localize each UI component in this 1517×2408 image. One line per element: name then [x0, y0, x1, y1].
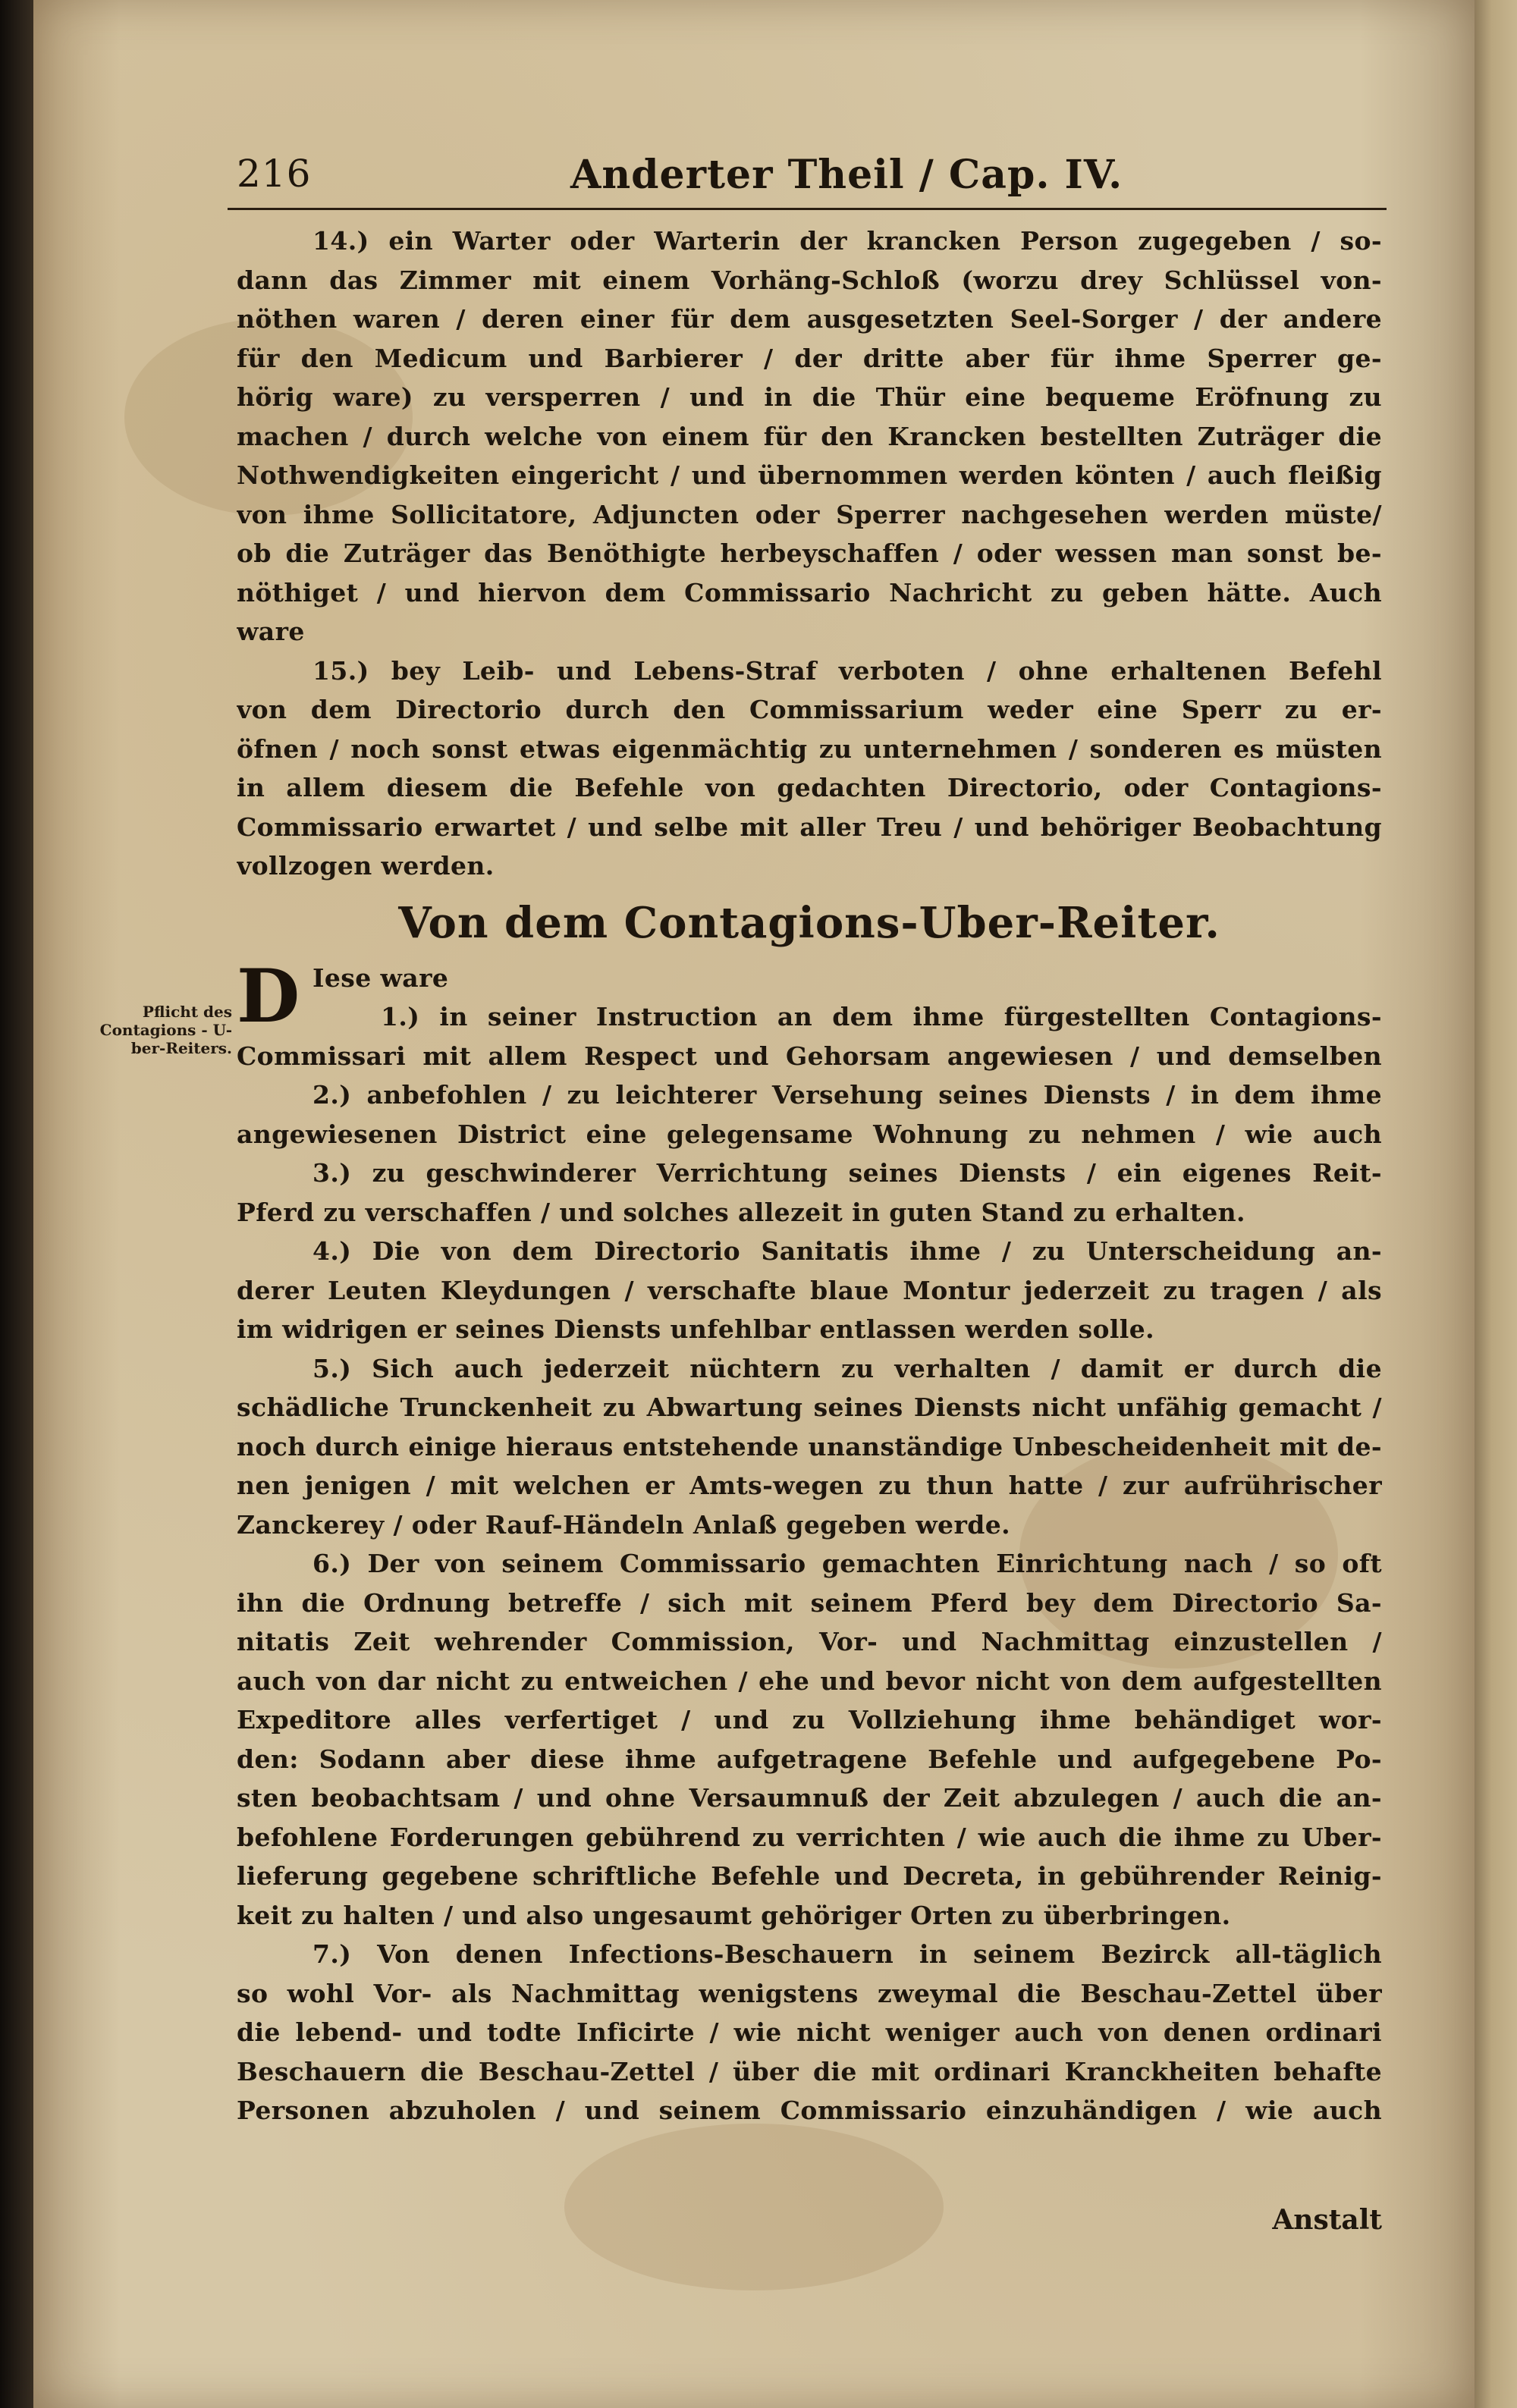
- text-line: 3.) zu geschwinderer Verrichtung seines Diensts / ein eigenes Reit-: [313, 1158, 1382, 1188]
- text-line: sten beobachtsam / und ohne Versaumnuß der Zeit abzulegen / auch die an-: [237, 1783, 1382, 1813]
- text-line: machen / durch welche von einem für den Krancken bestellten Zuträger die: [237, 421, 1382, 451]
- page-edge-right: [1475, 0, 1517, 2408]
- page-number: 216: [237, 152, 312, 196]
- text-line: nöthiget / und hiervon dem Commissario Nachricht zu geben hätte. Auch: [237, 577, 1382, 607]
- margin-note-line: Contagions - U-: [99, 1021, 232, 1039]
- text-line: Pferd zu verschaffen / und solches allezeit in guten Stand zu erhalten.: [237, 1197, 1245, 1227]
- margin-note: [73, 1003, 232, 1057]
- header-rule: [228, 208, 1387, 210]
- text-line: nitatis Zeit wehrender Commission, Vor- und Nachmittag einzustellen /: [237, 1627, 1382, 1656]
- text-line: 5.) Sich auch jederzeit nüchtern zu verhalten / damit er durch die: [313, 1353, 1382, 1383]
- text-line: 15.) bey Leib- und Lebens-Straf verboten / ohne erhaltenen Befehl: [313, 655, 1382, 686]
- text-line: 4.) Die von dem Directorio Sanitatis ihme / zu Unterscheidung an-: [313, 1236, 1382, 1266]
- text-line: Expeditore alles verfertiget / und zu Vollziehung ihme behändiget wor-: [237, 1705, 1382, 1735]
- margin-note-line: ber-Reiters.: [130, 1039, 232, 1057]
- text-line: den: Sodann aber diese ihme aufgetragene Befehle und aufgegebene Po-: [237, 1744, 1382, 1774]
- text-line: Iese ware: [313, 962, 449, 993]
- text-line: 7.) Von denen Infections-Beschauern in seinem Bezirck all-täglich: [313, 1939, 1382, 1969]
- text-line: noch durch einige hieraus entstehende unanständige Unbescheidenheit mit de-: [237, 1431, 1382, 1461]
- text-line: 1.) in seiner Instruction an dem ihme fürgestellten Contagions-: [381, 1002, 1382, 1031]
- text-line: befohlene Forderungen gebührend zu verrichten / wie auch die ihme zu Uber-: [237, 1822, 1382, 1852]
- text-line: dann das Zimmer mit einem Vorhäng-Schloß (worzu drey Schlüssel von-: [237, 265, 1382, 295]
- page-header: [237, 152, 1390, 200]
- text-line: Commissario erwartet / und selbe mit aller Treu / und behöriger Beobachtung: [237, 812, 1382, 842]
- text-line: Commissari mit allem Respect und Gehorsam angewiesen / und demselben: [237, 1041, 1382, 1071]
- drop-cap: D: [237, 953, 300, 1039]
- text-line: von dem Directorio durch den Commissarium weder eine Sperr zu er-: [237, 695, 1382, 724]
- text-line: ihn die Ordnung betreffe / sich mit seinem Pferd bey dem Directorio Sa-: [237, 1587, 1382, 1618]
- running-head: Anderter Theil / Cap. IV.: [570, 152, 1123, 198]
- text-line: vollzogen werden.: [237, 851, 495, 881]
- text-line: für den Medicum und Barbierer / der dritte aber für ihme Sperrer ge-: [237, 343, 1382, 373]
- text-line: die lebend- und todte Inficirte / wie nicht weniger auch von denen ordinari: [237, 2017, 1382, 2047]
- margin-note-line: Pflicht des: [142, 1003, 232, 1021]
- text-line: 14.) ein Warter oder Warterin der krancken Person zugegeben / so-: [313, 226, 1382, 256]
- paper-stain: [564, 2124, 944, 2290]
- text-line: 2.) anbefohlen / zu leichterer Versehung seines Diensts / in dem ihme: [313, 1080, 1382, 1110]
- text-line: Personen abzuholen / und seinem Commissario einzuhändigen / wie auch: [237, 2096, 1382, 2125]
- text-line: hörig ware) zu versperren / und in die Thür eine bequeme Eröfnung zu: [237, 382, 1382, 412]
- text-line: Beschauern die Beschau-Zettel / über die mit ordinari Kranckheiten behafte: [237, 2056, 1382, 2086]
- text-line: im widrigen er seines Diensts unfehlbar entlassen werden solle.: [237, 1314, 1155, 1344]
- text-line: schädliche Trunckenheit zu Abwartung seines Diensts nicht unfähig gemacht /: [237, 1392, 1382, 1422]
- text-line: ob die Zuträger das Benöthigte herbeyschaffen / oder wessen man sonst be-: [237, 538, 1382, 568]
- text-line: nen jenigen / mit welchen er Amts-wegen zu thun hatte / zur aufrührischer: [237, 1471, 1382, 1500]
- text-line: derer Leuten Kleydungen / verschafte blaue Montur jederzeit zu tragen / als: [237, 1275, 1382, 1305]
- text-line: 6.) Der von seinem Commissario gemachten Einrichtung nach / so oft: [313, 1549, 1382, 1578]
- text-line: öfnen / noch sonst etwas eigenmächtig zu unternehmen / sonderen es müsten: [237, 733, 1382, 764]
- section-heading: Von dem Contagions-Uber-Reiter.: [398, 897, 1220, 948]
- main-text: [237, 221, 1382, 2130]
- catchword: Anstalt: [1272, 2204, 1382, 2236]
- text-line: ware: [237, 617, 305, 646]
- text-line: angewiesenen District eine gelegensame Wohnung zu nehmen / wie auch: [237, 1119, 1382, 1149]
- dropcap-block: [237, 953, 1382, 1039]
- text-line: Zanckerey / oder Rauf-Händeln Anlaß gegeben werde.: [237, 1509, 1010, 1540]
- text-line: nöthen waren / deren einer für dem ausgesetzten Seel-Sorger / der andere: [237, 304, 1382, 334]
- text-line: keit zu halten / und also ungesaumt gehöriger Orten zu überbringen.: [237, 1900, 1231, 1930]
- text-line: so wohl Vor- als Nachmittag wenigstens zweymal die Beschau-Zettel über: [237, 1978, 1382, 2008]
- text-line: lieferung gegebene schriftliche Befehle und Decreta, in gebührender Reinig-: [237, 1861, 1382, 1891]
- text-line: auch von dar nicht zu entweichen / ehe und bevor nicht von dem aufgestellten: [237, 1666, 1382, 1696]
- text-line: in allem diesem die Befehle von gedachten Directorio, oder Contagions-: [237, 773, 1382, 802]
- text-line: von ihme Sollicitatore, Adjuncten oder Sperrer nachgesehen werden müste/: [237, 499, 1382, 529]
- text-line: Nothwendigkeiten eingericht / und übernommen werden könten / auch fleißig: [237, 460, 1382, 490]
